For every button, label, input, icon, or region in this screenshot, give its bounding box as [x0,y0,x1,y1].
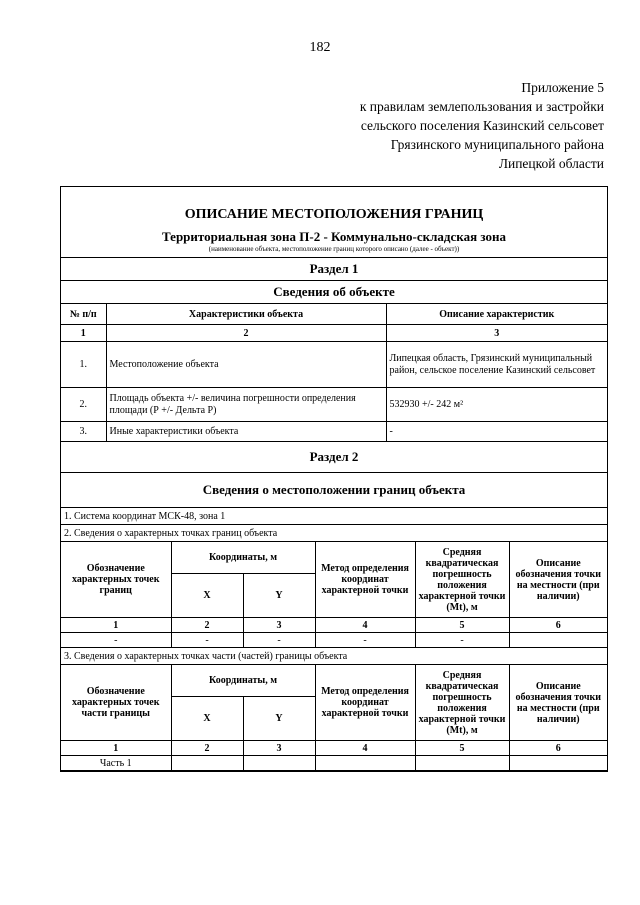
cell: - [315,633,415,648]
section1-subtitle: Сведения об объекте [61,281,607,304]
header-y: Y [243,697,315,741]
section2-subtitle: Сведения о местоположении границ объекта [61,473,607,508]
table-row [61,342,607,388]
table-row [61,633,607,648]
boundary-description-form [60,186,608,772]
col-number: 4 [315,741,415,756]
header-designation: Обозначение характерных точек границ [61,542,171,618]
header-description: Описание обозначения точки на местности (при наличии) [509,542,607,618]
header-y: Y [243,574,315,618]
cell [509,756,607,771]
cell [315,756,415,771]
header-coords: Координаты, м [171,665,315,697]
appendix-line: сельского поселения Казинский сельсовет [360,118,604,133]
col-number: 3 [243,741,315,756]
header-designation: Обозначение характерных точек части границы [61,665,171,741]
row-name: Местоположение объекта [106,342,386,388]
section1-title: Раздел 1 [61,258,607,281]
col-number: 6 [509,741,607,756]
coord-system: 1. Система координат МСК-48, зона 1 [61,508,607,525]
row-value: - [386,422,607,442]
col-number: 1 [61,618,171,633]
page-number: 182 [309,40,331,55]
cell [415,756,509,771]
row-value: Липецкая область, Грязинский муниципальный район, сельское поселение Казинский сельсовет [386,342,607,388]
cell: - [243,633,315,648]
title-block [61,187,607,304]
appendix-line: Липецкой области [498,156,604,171]
row-num: 2. [61,388,106,422]
parts-title: 3. Сведения о характерных точках части (частей) границы объекта [61,648,607,665]
col-number: 5 [415,741,509,756]
col-number: 3 [386,325,607,342]
col-number: 6 [509,618,607,633]
cell [171,756,243,771]
col-number: 5 [415,618,509,633]
part-points-table [61,664,607,771]
col-number: 1 [61,325,106,342]
col-number: 3 [243,618,315,633]
header-description: Описание характеристик [386,304,607,325]
header-error: Средняя квадратическая погрешность положения характерной точки (Mt), м [415,665,509,741]
table-row [61,756,607,771]
col-number: 2 [171,618,243,633]
row-num: 3. [61,422,106,442]
appendix-line: Приложение 5 [521,80,604,95]
table-row [61,388,607,422]
points-title: 2. Сведения о характерных точках границ объекта [61,525,607,542]
object-info-table [61,303,607,442]
parts-info [61,647,607,665]
header-num: № п/п [61,304,106,325]
header-x: X [171,697,243,741]
appendix-header [360,78,604,173]
table-row [61,422,607,442]
col-number: 2 [171,741,243,756]
header-method: Метод определения координат характерной точки [315,665,415,741]
zone-caption: (наименование объекта, местоположение границ которого описано (далее - объект)) [61,245,607,258]
header-coords: Координаты, м [171,542,315,574]
section2-title: Раздел 2 [61,442,607,473]
appendix-line: Грязинского муниципального района [390,137,604,152]
header-method: Метод определения координат характерной точки [315,542,415,618]
col-number: 4 [315,618,415,633]
part-label: Часть 1 [61,756,171,771]
coordinate-info [61,507,607,542]
row-num: 1. [61,342,106,388]
row-name: Площадь объекта +/- величина погрешности определения площади (Р +/- Дельта Р) [106,388,386,422]
col-number: 1 [61,741,171,756]
cell: - [171,633,243,648]
header-description: Описание обозначения точки на местности (при наличии) [509,665,607,741]
header-error: Средняя квадратическая погрешность положения характерной точки (Mt), м [415,542,509,618]
header-characteristics: Характеристики объекта [106,304,386,325]
header-x: X [171,574,243,618]
cell [509,633,607,648]
cell: - [415,633,509,648]
zone-title: Территориальная зона П-2 - Коммунально-складская зона [162,229,506,244]
row-name: Иные характеристики объекта [106,422,386,442]
document-title: ОПИСАНИЕ МЕСТОПОЛОЖЕНИЯ ГРАНИЦ [184,207,484,222]
boundary-points-table [61,541,607,648]
section2-block [61,441,607,508]
cell: - [61,633,171,648]
col-number: 2 [106,325,386,342]
row-value: 532930 +/- 242 м² [386,388,607,422]
cell [243,756,315,771]
appendix-line: к правилам землепользования и застройки [359,99,604,114]
